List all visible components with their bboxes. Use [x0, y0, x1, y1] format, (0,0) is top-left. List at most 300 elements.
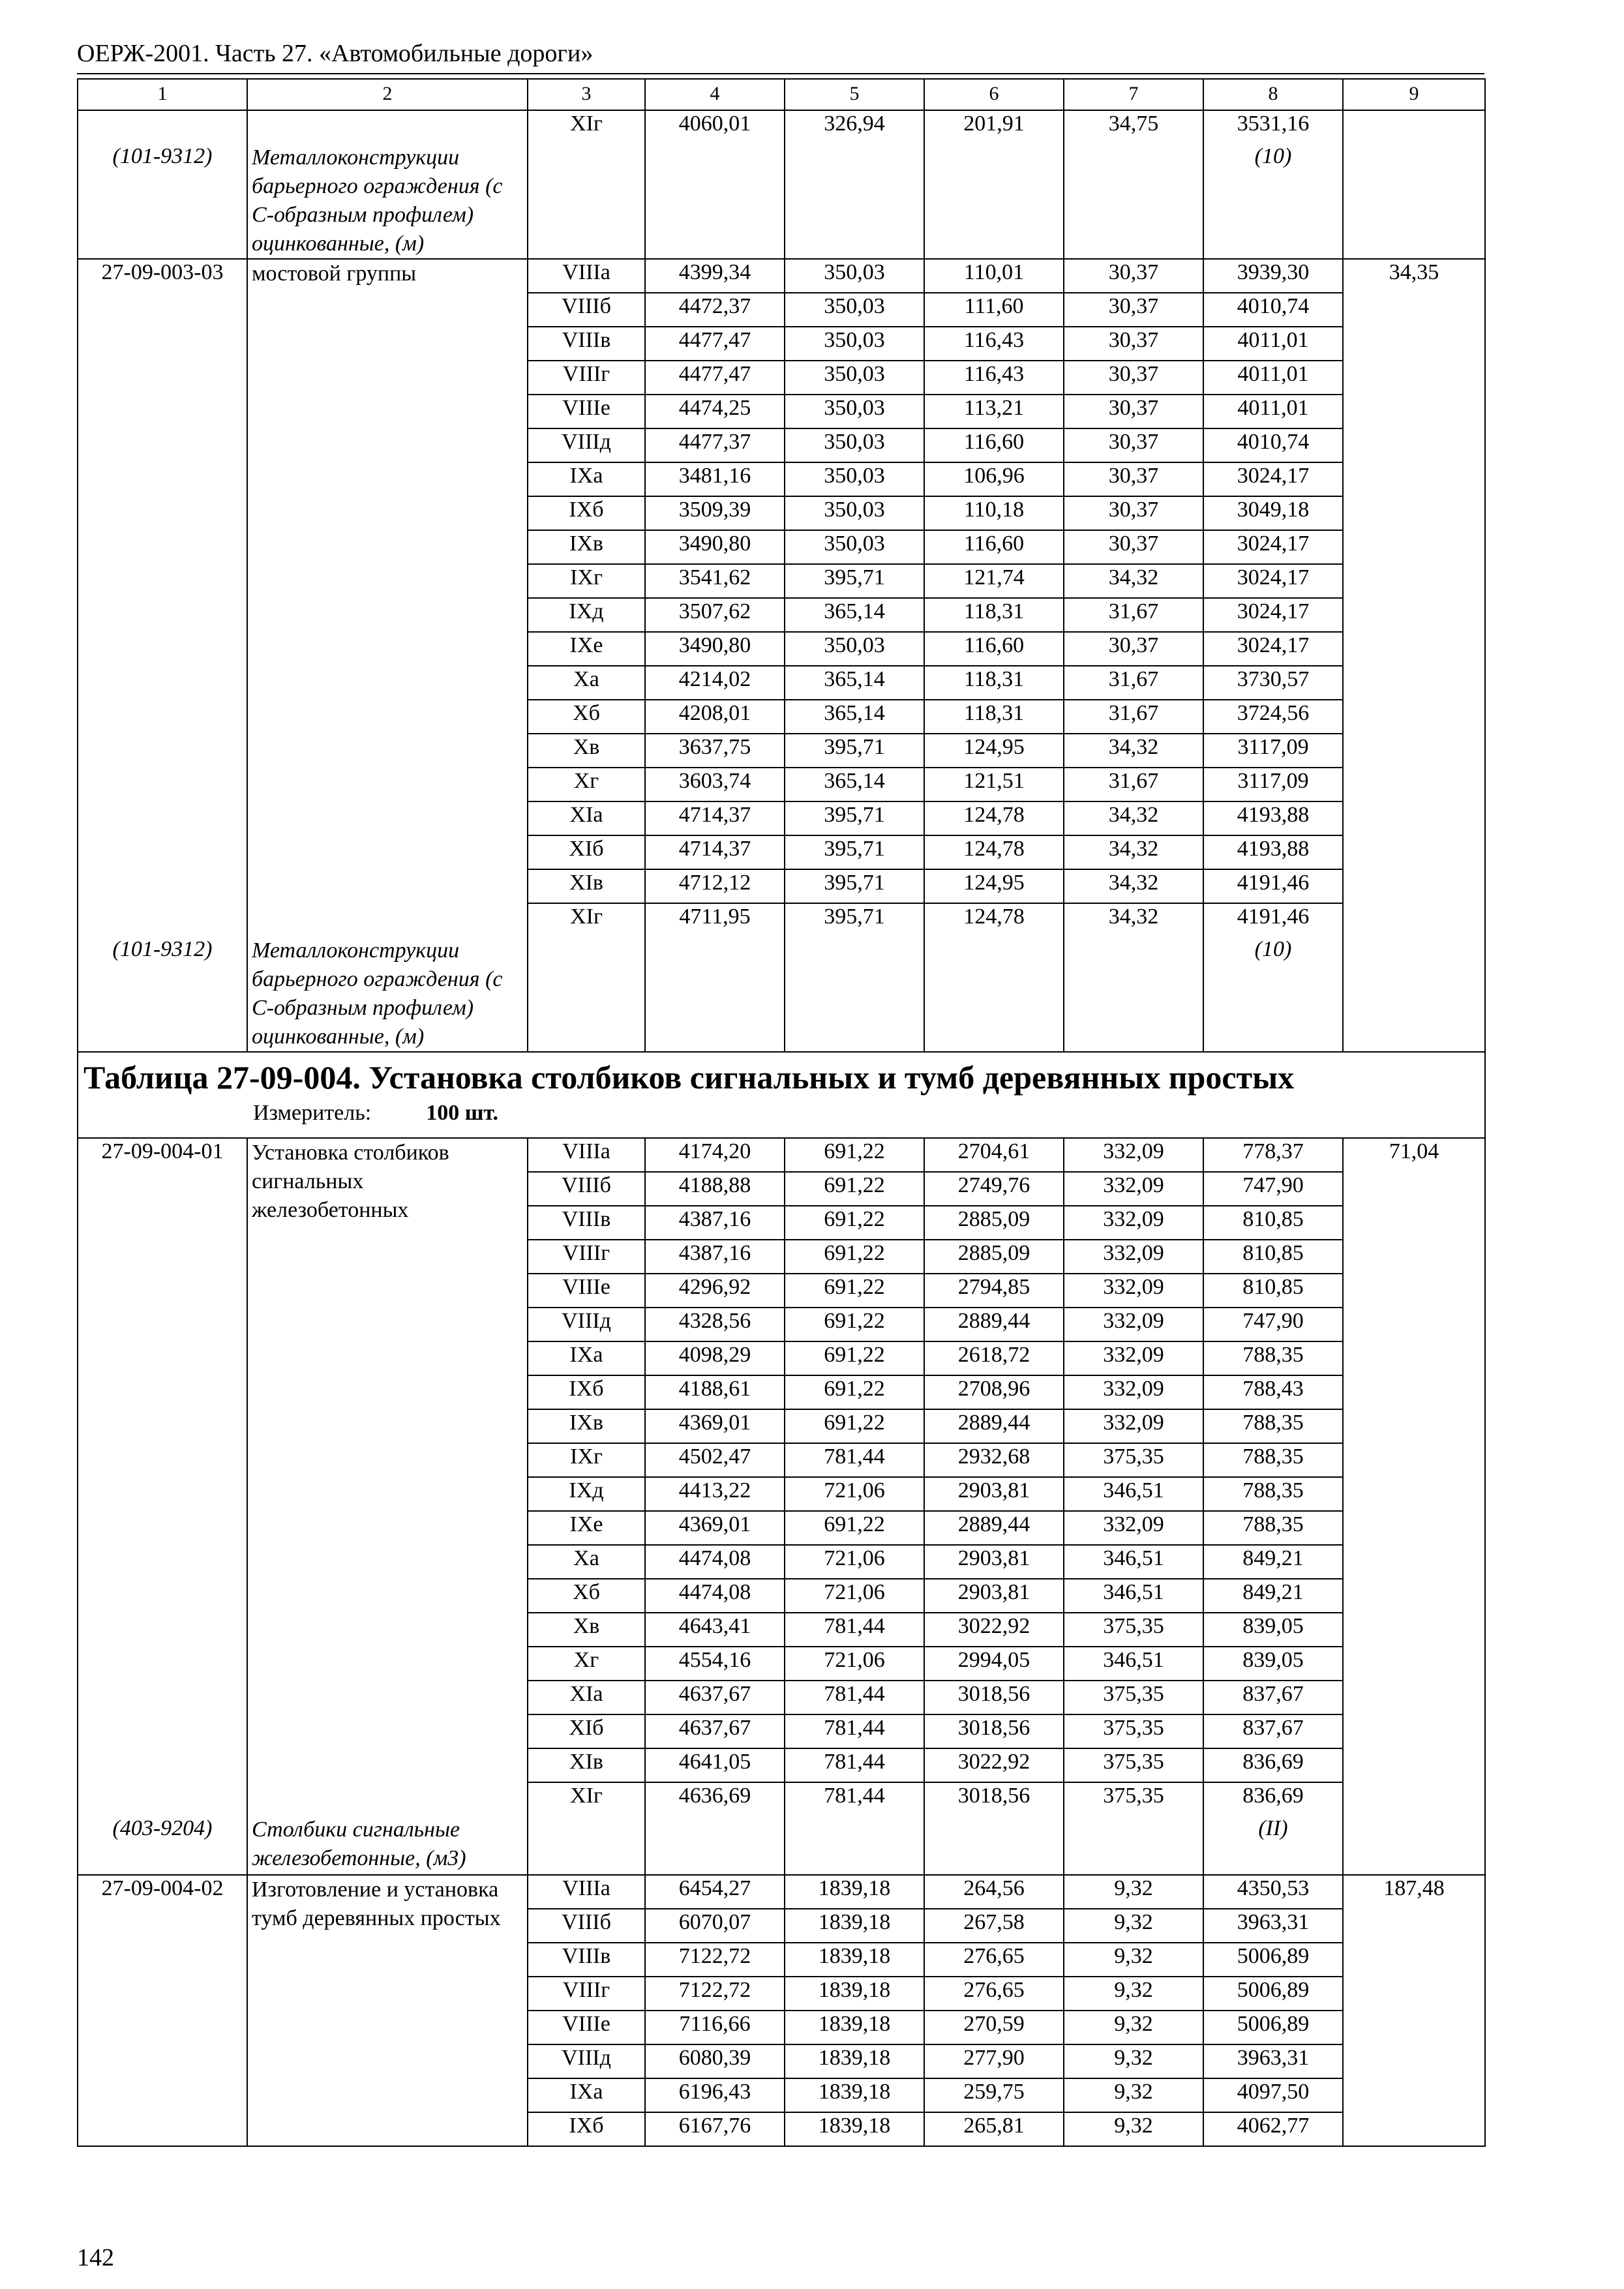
zone-cell: XIг — [528, 1782, 645, 1816]
value-cell: 691,22 — [785, 1308, 924, 1341]
value-cell: 7122,72 — [645, 1977, 785, 2011]
empty-cell — [1343, 143, 1485, 259]
value-cell: 332,09 — [1064, 1308, 1203, 1341]
value-cell: 375,35 — [1064, 1714, 1203, 1748]
value-cell: 34,32 — [1064, 869, 1203, 903]
unit-meter — [78, 1098, 1484, 1128]
table-title: Таблица 27-09-004. Установка столбиков сигнальных и тумб деревянных простых — [83, 1059, 1295, 1096]
value-cell: 34,32 — [1064, 564, 1203, 598]
zone-cell: VIIIе — [528, 1274, 645, 1308]
value-cell: 4010,74 — [1203, 428, 1343, 462]
value-cell: 116,60 — [924, 530, 1064, 564]
value-cell: 4062,77 — [1203, 2112, 1343, 2146]
value-cell: 332,09 — [1064, 1511, 1203, 1545]
empty-cell — [785, 143, 924, 259]
empty-cell — [528, 936, 645, 1052]
value-cell: 781,44 — [785, 1443, 924, 1477]
value-cell: 259,75 — [924, 2078, 1064, 2112]
zone-cell: VIIIб — [528, 293, 645, 327]
value-cell: 350,03 — [785, 395, 924, 428]
zone-cell: VIIIг — [528, 1977, 645, 2011]
value-cell: 1839,18 — [785, 2011, 924, 2044]
column-number: 5 — [785, 79, 924, 110]
value-cell: 201,91 — [924, 110, 1064, 143]
material-qty: (10) — [1203, 936, 1343, 1052]
zone-cell: IXа — [528, 462, 645, 496]
value-cell: 781,44 — [785, 1748, 924, 1782]
column-number: 3 — [528, 79, 645, 110]
value-cell: 34,75 — [1064, 110, 1203, 143]
value-cell: 4011,01 — [1203, 361, 1343, 395]
value-cell: 2889,44 — [924, 1511, 1064, 1545]
norm-code: 27-09-004-01 — [78, 1138, 247, 1816]
value-cell: 691,22 — [785, 1274, 924, 1308]
zone-cell: Xг — [528, 768, 645, 801]
value-cell: 691,22 — [785, 1375, 924, 1409]
value-cell: 350,03 — [785, 259, 924, 293]
value-cell: 1839,18 — [785, 2112, 924, 2146]
value-cell: 31,67 — [1064, 768, 1203, 801]
value-cell: 30,37 — [1064, 428, 1203, 462]
zone-cell: XIв — [528, 869, 645, 903]
value-cell: 4010,74 — [1203, 293, 1343, 327]
column-number-row — [78, 79, 1485, 110]
table-row — [78, 259, 1485, 293]
value-cell: 3509,39 — [645, 496, 785, 530]
value-cell: 375,35 — [1064, 1681, 1203, 1714]
empty-cell — [1064, 143, 1203, 259]
zone-cell: VIIIе — [528, 2011, 645, 2044]
value-cell: 395,71 — [785, 903, 924, 936]
zone-cell: VIIIе — [528, 395, 645, 428]
empty-cell — [528, 1816, 645, 1875]
value-cell: 116,43 — [924, 327, 1064, 361]
zone-cell: Xв — [528, 1613, 645, 1647]
value-cell: 4188,61 — [645, 1375, 785, 1409]
zone-cell: IXв — [528, 530, 645, 564]
norm-name: Установка столбиков сигнальных железобетонных — [247, 1138, 528, 1816]
value-cell: 3507,62 — [645, 598, 785, 632]
value-cell: 375,35 — [1064, 1748, 1203, 1782]
value-cell: 788,35 — [1203, 1443, 1343, 1477]
value-cell: 4502,47 — [645, 1443, 785, 1477]
value-cell: 395,71 — [785, 564, 924, 598]
value-cell: 4193,88 — [1203, 801, 1343, 835]
value-cell: 2903,81 — [924, 1477, 1064, 1511]
value-cell: 350,03 — [785, 361, 924, 395]
value-cell: 691,22 — [785, 1240, 924, 1274]
zone-cell: VIIIб — [528, 1909, 645, 1943]
zone-cell: XIб — [528, 1714, 645, 1748]
value-cell: 781,44 — [785, 1613, 924, 1647]
zone-cell: XIа — [528, 801, 645, 835]
zone-cell: XIв — [528, 1748, 645, 1782]
value-cell: 2618,72 — [924, 1341, 1064, 1375]
header-rule — [77, 73, 1484, 74]
value-cell: 9,32 — [1064, 1943, 1203, 1977]
zone-cell: VIIIг — [528, 361, 645, 395]
value-cell: 849,21 — [1203, 1579, 1343, 1613]
value-cell: 365,14 — [785, 666, 924, 700]
value-cell: 4474,08 — [645, 1545, 785, 1579]
value-cell: 5006,89 — [1203, 1977, 1343, 2011]
empty-cell — [1064, 936, 1203, 1052]
value-cell: 2794,85 — [924, 1274, 1064, 1308]
value-cell: 31,67 — [1064, 700, 1203, 734]
zone-cell: IXд — [528, 598, 645, 632]
value-cell: 788,35 — [1203, 1511, 1343, 1545]
value-cell: 346,51 — [1064, 1579, 1203, 1613]
zone-cell: VIIIд — [528, 1308, 645, 1341]
price-table — [77, 78, 1486, 2147]
column-number: 6 — [924, 79, 1064, 110]
value-cell: 781,44 — [785, 1714, 924, 1748]
value-cell: 9,32 — [1064, 2011, 1203, 2044]
value-cell: 4714,37 — [645, 835, 785, 869]
value-cell: 332,09 — [1064, 1375, 1203, 1409]
zone-cell: VIIIа — [528, 1138, 645, 1172]
value-cell: 4188,88 — [645, 1172, 785, 1206]
zone-cell: VIIIв — [528, 1943, 645, 1977]
labor-cost: 71,04 — [1343, 1138, 1485, 1816]
value-cell: 4350,53 — [1203, 1875, 1343, 1909]
value-cell: 30,37 — [1064, 293, 1203, 327]
column-number: 8 — [1203, 79, 1343, 110]
value-cell: 4098,29 — [645, 1341, 785, 1375]
value-cell: 5006,89 — [1203, 1943, 1343, 1977]
value-cell: 395,71 — [785, 734, 924, 768]
value-cell: 1839,18 — [785, 1909, 924, 1943]
value-cell: 836,69 — [1203, 1748, 1343, 1782]
value-cell: 837,67 — [1203, 1681, 1343, 1714]
zone-cell: XIб — [528, 835, 645, 869]
value-cell: 4296,92 — [645, 1274, 785, 1308]
empty-cell — [645, 936, 785, 1052]
zone-cell: IXд — [528, 1477, 645, 1511]
value-cell: 9,32 — [1064, 1875, 1203, 1909]
table-title-cell — [78, 1052, 1485, 1138]
zone-cell: VIIIв — [528, 1206, 645, 1240]
zone-cell: Xв — [528, 734, 645, 768]
value-cell: 788,35 — [1203, 1477, 1343, 1511]
value-cell: 118,31 — [924, 700, 1064, 734]
zone-cell: IXа — [528, 2078, 645, 2112]
empty-cell — [1343, 936, 1485, 1052]
value-cell: 30,37 — [1064, 462, 1203, 496]
zone-cell: VIIIа — [528, 259, 645, 293]
empty-cell — [785, 936, 924, 1052]
value-cell: 110,18 — [924, 496, 1064, 530]
value-cell: 2704,61 — [924, 1138, 1064, 1172]
value-cell: 34,32 — [1064, 903, 1203, 936]
value-cell: 6080,39 — [645, 2044, 785, 2078]
value-cell: 276,65 — [924, 1943, 1064, 1977]
norm-name: Изготовление и установка тумб деревянных простых — [247, 1875, 528, 2146]
value-cell: 4369,01 — [645, 1511, 785, 1545]
value-cell: 1839,18 — [785, 1977, 924, 2011]
material-name: Столбики сигнальные железобетонные, (м3) — [247, 1816, 528, 1875]
material-qty: (II) — [1203, 1816, 1343, 1875]
zone-cell: IXа — [528, 1341, 645, 1375]
value-cell: 31,67 — [1064, 666, 1203, 700]
zone-cell: IXг — [528, 564, 645, 598]
value-cell: 9,32 — [1064, 1977, 1203, 2011]
value-cell: 2889,44 — [924, 1308, 1064, 1341]
table-row — [78, 1875, 1485, 1909]
value-cell: 3531,16 — [1203, 110, 1343, 143]
value-cell: 781,44 — [785, 1681, 924, 1714]
value-cell: 4477,37 — [645, 428, 785, 462]
value-cell: 30,37 — [1064, 259, 1203, 293]
value-cell: 270,59 — [924, 2011, 1064, 2044]
value-cell: 121,51 — [924, 768, 1064, 801]
value-cell: 34,32 — [1064, 835, 1203, 869]
value-cell: 3963,31 — [1203, 1909, 1343, 1943]
value-cell: 3024,17 — [1203, 632, 1343, 666]
empty-cell — [645, 143, 785, 259]
value-cell: 34,32 — [1064, 801, 1203, 835]
value-cell: 849,21 — [1203, 1545, 1343, 1579]
value-cell: 2708,96 — [924, 1375, 1064, 1409]
empty-cell — [247, 110, 528, 143]
value-cell: 3018,56 — [924, 1681, 1064, 1714]
value-cell: 3541,62 — [645, 564, 785, 598]
value-cell: 34,32 — [1064, 734, 1203, 768]
value-cell: 3018,56 — [924, 1782, 1064, 1816]
zone-cell: VIIIг — [528, 1240, 645, 1274]
value-cell: 350,03 — [785, 632, 924, 666]
value-cell: 395,71 — [785, 835, 924, 869]
value-cell: 691,22 — [785, 1138, 924, 1172]
value-cell: 2885,09 — [924, 1240, 1064, 1274]
value-cell: 2749,76 — [924, 1172, 1064, 1206]
zone-cell: XIг — [528, 110, 645, 143]
material-qty: (10) — [1203, 143, 1343, 259]
value-cell: 118,31 — [924, 598, 1064, 632]
value-cell: 3024,17 — [1203, 564, 1343, 598]
value-cell: 4641,05 — [645, 1748, 785, 1782]
value-cell: 3024,17 — [1203, 598, 1343, 632]
value-cell: 788,35 — [1203, 1409, 1343, 1443]
value-cell: 3049,18 — [1203, 496, 1343, 530]
value-cell: 124,78 — [924, 801, 1064, 835]
value-cell: 4636,69 — [645, 1782, 785, 1816]
value-cell: 4011,01 — [1203, 327, 1343, 361]
value-cell: 4060,01 — [645, 110, 785, 143]
zone-cell: XIа — [528, 1681, 645, 1714]
value-cell: 9,32 — [1064, 2044, 1203, 2078]
value-cell: 837,67 — [1203, 1714, 1343, 1748]
material-row — [78, 936, 1485, 1052]
value-cell: 4637,67 — [645, 1714, 785, 1748]
value-cell: 30,37 — [1064, 327, 1203, 361]
meter-value: 100 шт. — [426, 1101, 499, 1125]
norm-name: мостовой группы — [247, 259, 528, 936]
value-cell: 4387,16 — [645, 1240, 785, 1274]
value-cell: 788,35 — [1203, 1341, 1343, 1375]
value-cell: 9,32 — [1064, 2112, 1203, 2146]
value-cell: 350,03 — [785, 327, 924, 361]
value-cell: 332,09 — [1064, 1341, 1203, 1375]
empty-cell — [78, 110, 247, 143]
value-cell: 747,90 — [1203, 1172, 1343, 1206]
value-cell: 691,22 — [785, 1409, 924, 1443]
value-cell: 265,81 — [924, 2112, 1064, 2146]
value-cell: 4711,95 — [645, 903, 785, 936]
meter-label: Измеритель: — [253, 1101, 372, 1125]
value-cell: 4399,34 — [645, 259, 785, 293]
value-cell: 839,05 — [1203, 1647, 1343, 1681]
value-cell: 365,14 — [785, 768, 924, 801]
value-cell: 395,71 — [785, 869, 924, 903]
value-cell: 4472,37 — [645, 293, 785, 327]
value-cell: 810,85 — [1203, 1240, 1343, 1274]
value-cell: 350,03 — [785, 462, 924, 496]
value-cell: 2903,81 — [924, 1545, 1064, 1579]
table-title-row — [78, 1052, 1485, 1138]
value-cell: 332,09 — [1064, 1138, 1203, 1172]
value-cell: 1839,18 — [785, 2078, 924, 2112]
value-cell: 350,03 — [785, 428, 924, 462]
value-cell: 691,22 — [785, 1206, 924, 1240]
value-cell: 3490,80 — [645, 530, 785, 564]
value-cell: 3603,74 — [645, 768, 785, 801]
value-cell: 332,09 — [1064, 1240, 1203, 1274]
value-cell: 332,09 — [1064, 1206, 1203, 1240]
empty-cell — [924, 143, 1064, 259]
value-cell: 4387,16 — [645, 1206, 785, 1240]
value-cell: 4328,56 — [645, 1308, 785, 1341]
value-cell: 118,31 — [924, 666, 1064, 700]
value-cell: 4474,25 — [645, 395, 785, 428]
value-cell: 346,51 — [1064, 1477, 1203, 1511]
material-name: Металлоконструкции барьерного ограждения (с С-образным профилем) оцинкованные, (м) — [247, 143, 528, 259]
material-code: (403-9204) — [78, 1816, 247, 1875]
zone-cell: IXб — [528, 496, 645, 530]
value-cell: 332,09 — [1064, 1409, 1203, 1443]
zone-cell: Xб — [528, 700, 645, 734]
empty-cell — [1343, 110, 1485, 143]
value-cell: 124,95 — [924, 869, 1064, 903]
value-cell: 365,14 — [785, 700, 924, 734]
value-cell: 277,90 — [924, 2044, 1064, 2078]
value-cell: 2889,44 — [924, 1409, 1064, 1443]
value-cell: 3481,16 — [645, 462, 785, 496]
value-cell: 124,78 — [924, 903, 1064, 936]
value-cell: 839,05 — [1203, 1613, 1343, 1647]
value-cell: 4643,41 — [645, 1613, 785, 1647]
value-cell: 836,69 — [1203, 1782, 1343, 1816]
zone-cell: Xа — [528, 666, 645, 700]
value-cell: 3724,56 — [1203, 700, 1343, 734]
empty-cell — [528, 143, 645, 259]
empty-cell — [785, 1816, 924, 1875]
value-cell: 3024,17 — [1203, 530, 1343, 564]
value-cell: 30,37 — [1064, 632, 1203, 666]
value-cell: 3637,75 — [645, 734, 785, 768]
value-cell: 721,06 — [785, 1579, 924, 1613]
value-cell: 4011,01 — [1203, 395, 1343, 428]
material-row — [78, 1816, 1485, 1875]
value-cell: 1839,18 — [785, 1875, 924, 1909]
value-cell: 375,35 — [1064, 1443, 1203, 1477]
value-cell: 395,71 — [785, 801, 924, 835]
zone-cell: IXб — [528, 1375, 645, 1409]
zone-cell: VIIIд — [528, 428, 645, 462]
value-cell: 3490,80 — [645, 632, 785, 666]
value-cell: 3117,09 — [1203, 768, 1343, 801]
labor-cost: 187,48 — [1343, 1875, 1485, 2146]
value-cell: 5006,89 — [1203, 2011, 1343, 2044]
table-row — [78, 110, 1485, 143]
value-cell: 3022,92 — [924, 1748, 1064, 1782]
value-cell: 276,65 — [924, 1977, 1064, 2011]
value-cell: 4208,01 — [645, 700, 785, 734]
value-cell: 4369,01 — [645, 1409, 785, 1443]
zone-cell: Xб — [528, 1579, 645, 1613]
value-cell: 6167,76 — [645, 2112, 785, 2146]
value-cell: 6196,43 — [645, 2078, 785, 2112]
value-cell: 3022,92 — [924, 1613, 1064, 1647]
column-number: 4 — [645, 79, 785, 110]
value-cell: 721,06 — [785, 1545, 924, 1579]
value-cell: 4477,47 — [645, 327, 785, 361]
value-cell: 124,78 — [924, 835, 1064, 869]
value-cell: 3730,57 — [1203, 666, 1343, 700]
value-cell: 6454,27 — [645, 1875, 785, 1909]
zone-cell: Xг — [528, 1647, 645, 1681]
empty-cell — [645, 1816, 785, 1875]
zone-cell: VIIIб — [528, 1172, 645, 1206]
value-cell: 4637,67 — [645, 1681, 785, 1714]
value-cell: 350,03 — [785, 293, 924, 327]
value-cell: 4097,50 — [1203, 2078, 1343, 2112]
value-cell: 4554,16 — [645, 1647, 785, 1681]
empty-cell — [924, 1816, 1064, 1875]
material-row — [78, 143, 1485, 259]
value-cell: 810,85 — [1203, 1274, 1343, 1308]
norm-code: 27-09-003-03 — [78, 259, 247, 936]
value-cell: 3117,09 — [1203, 734, 1343, 768]
value-cell: 2932,68 — [924, 1443, 1064, 1477]
value-cell: 111,60 — [924, 293, 1064, 327]
value-cell: 116,60 — [924, 632, 1064, 666]
value-cell: 7122,72 — [645, 1943, 785, 1977]
empty-cell — [1343, 1816, 1485, 1875]
zone-cell: IXе — [528, 632, 645, 666]
value-cell: 3963,31 — [1203, 2044, 1343, 2078]
value-cell: 691,22 — [785, 1511, 924, 1545]
value-cell: 4712,12 — [645, 869, 785, 903]
value-cell: 4477,47 — [645, 361, 785, 395]
value-cell: 350,03 — [785, 530, 924, 564]
value-cell: 375,35 — [1064, 1782, 1203, 1816]
empty-cell — [1064, 1816, 1203, 1875]
material-name: Металлоконструкции барьерного ограждения (с С-образным профилем) оцинкованные, (м) — [247, 936, 528, 1052]
value-cell: 30,37 — [1064, 395, 1203, 428]
value-cell: 4413,22 — [645, 1477, 785, 1511]
zone-cell: Xа — [528, 1545, 645, 1579]
zone-cell: IXе — [528, 1511, 645, 1545]
value-cell: 30,37 — [1064, 496, 1203, 530]
value-cell: 721,06 — [785, 1647, 924, 1681]
value-cell: 326,94 — [785, 110, 924, 143]
value-cell: 781,44 — [785, 1782, 924, 1816]
value-cell: 3939,30 — [1203, 259, 1343, 293]
value-cell: 4474,08 — [645, 1579, 785, 1613]
value-cell: 2903,81 — [924, 1579, 1064, 1613]
value-cell: 2885,09 — [924, 1206, 1064, 1240]
